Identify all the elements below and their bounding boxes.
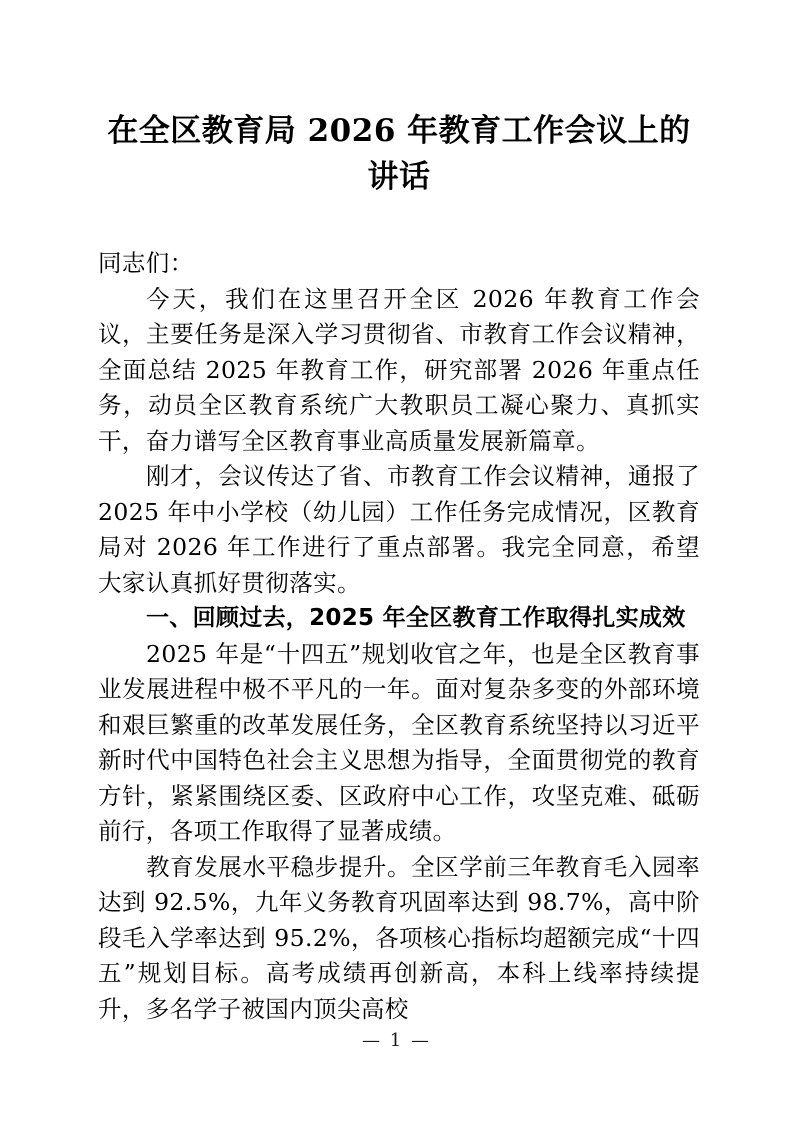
page-number-footer: — 1 —: [362, 1030, 431, 1051]
paragraph-1: 今天，我们在这里召开全区 2026 年教育工作会议，主要任务是深入学习贯彻省、市教育工作会议精神，全面总结 2025 年教育工作，研究部署 2026 年重点任务，动员全区教育系统广大教职员工凝心聚力、真抓实干，奋力谱写全区教育事业高质量发展新篇章。: [98, 284, 700, 455]
salutation: 同志们：: [98, 249, 194, 277]
section-heading-1: 一、回顾过去，2025 年全区教育工作取得扎实成效: [146, 605, 686, 631]
paragraph-2: 刚才，会议传达了省、市教育工作会议精神，通报了 2025 年中小学校（幼儿园）工作任务完成情况，区教育局对 2026 年工作进行了重点部署。我完全同意，希望大家认真抓好贯彻落实。: [98, 462, 700, 597]
paragraph-3: 2025 年是“十四五”规划收官之年，也是全区教育事业发展进程中极不平凡的一年。面对复杂多变的外部环境和艰巨繁重的改革发展任务，全区教育系统坚持以习近平新时代中国特色社会主义思想为指导，全面贯彻党的教育方针，紧紧围绕区委、区政府中心工作，攻坚克难、砥砺前行，各项工作取得了显著成绩。: [98, 639, 700, 845]
document-title: 在全区教育局 2026 年教育工作会议上的讲话: [107, 113, 691, 195]
page-content: [98, 0, 700, 1027]
paragraph-4: 教育发展水平稳步提升。全区学前三年教育毛入园率达到 92.5%，九年义务教育巩固率达到 98.7%，高中阶段毛入学率达到 95.2%，各项核心指标均超额完成“十四五”规划目标。高考成绩再创新高，本科上线率持续提升，多名学子被国内顶尖高校: [98, 852, 700, 1023]
